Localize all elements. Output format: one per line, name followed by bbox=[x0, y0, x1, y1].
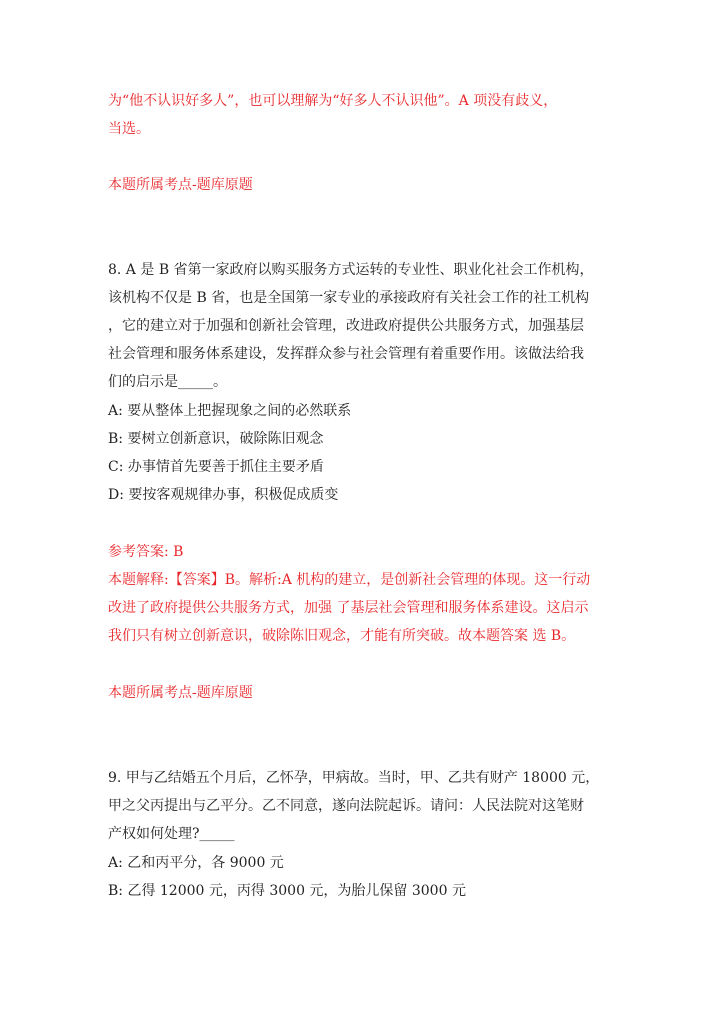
q8-explanation-line-2: 改进了政府提供公共服务方式，加强 了基层社会管理和服务体系建设。这启示 bbox=[108, 600, 589, 616]
q8-stem-line-4: 社会管理和服务体系建设，发挥群众参与社会管理有着重要作用。该做法给我 bbox=[108, 346, 584, 362]
q9-option-b: B: 乙得 12000 元，丙得 3000 元，为胎儿保留 3000 元 bbox=[108, 883, 466, 899]
q8-category: 本题所属考点-题库原题 bbox=[108, 685, 253, 701]
q8-stem-line-3: ，它的建立对于加强和创新社会管理，改进政府提供公共服务方式，加强基层 bbox=[108, 318, 584, 334]
q9-stem-line-2: 甲之父丙提出与乙平分。乙不同意，遂向法院起诉。请问：人民法院对这笔财 bbox=[108, 798, 584, 814]
prev-explanation-line-1: 为“他不认识好多人”，也可以理解为“好多人不认识他”。A 项没有歧义， bbox=[108, 93, 558, 109]
q8-explanation-line-3: 我们只有树立创新意识，破除陈旧观念，才能有所突破。故本题答案 选 B。 bbox=[108, 628, 576, 644]
q8-answer: 参考答案: B bbox=[108, 544, 184, 560]
q9-stem-line-1: 9. 甲与乙结婚五个月后，乙怀孕，甲病故。当时，甲、乙共有财产 18000 元， bbox=[108, 770, 600, 786]
q8-stem-line-1: 8. A 是 B 省第一家政府以购买服务方式运转的专业性、职业化社会工作机构， bbox=[108, 262, 594, 278]
prev-category: 本题所属考点-题库原题 bbox=[108, 177, 253, 193]
q8-stem-line-5: 们的启示是_____。 bbox=[108, 374, 227, 390]
prev-explanation-line-2: 当选。 bbox=[108, 121, 150, 137]
q9-option-a: A: 乙和丙平分，各 9000 元 bbox=[108, 855, 284, 871]
q8-option-a: A: 要从整体上把握现象之间的必然联系 bbox=[108, 403, 352, 419]
q8-explanation-line-1: 本题解释:【答案】B。解析:A 机构的建立，是创新社会管理的体现。这一行动 bbox=[108, 572, 591, 588]
q8-stem-line-2: 该机构不仅是 B 省，也是全国第一家专业的承接政府有关社会工作的社工机构 bbox=[108, 290, 590, 306]
q8-option-d: D: 要按客观规律办事，积极促成质变 bbox=[108, 487, 339, 503]
q8-option-c: C: 办事情首先要善于抓住主要矛盾 bbox=[108, 459, 324, 475]
q8-option-b: B: 要树立创新意识，破除陈旧观念 bbox=[108, 431, 324, 447]
q9-stem-line-3: 产权如何处理?_____ bbox=[108, 826, 235, 842]
